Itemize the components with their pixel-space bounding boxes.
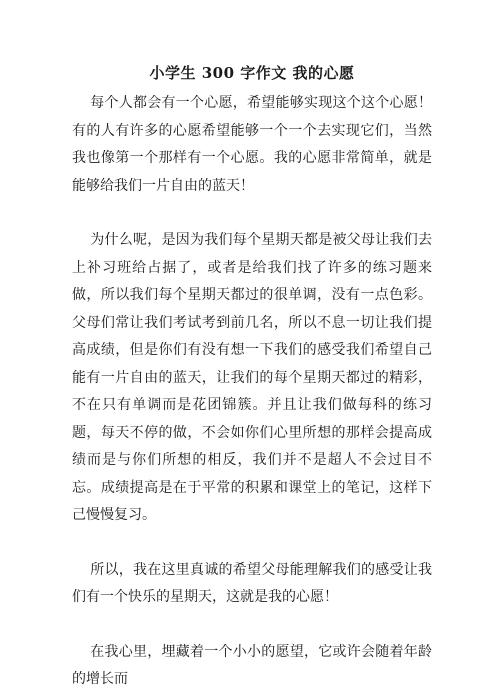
paragraph-2: 为什么呢，是因为我们每个星期天都是被父母让我们去上补习班给占据了，或者是给我们找了许多的练习题来做，所以我们每个星期天都过的很单调，没有一点色彩。父母们常让我们考试考到前几名，所以不息一切让我们提高成绩，但是你们有没有想一下我们的感受我们希望自己能有一片自由的蓝天，让我们的每个星期天都过的精彩，不在只有单调而是花团锦簇。并且让我们做每科的练习题，每天不停的做，不会如你们心里所想的那样会提高成绩而是与你们所想的相反，我们并不是超人不会过目不忘。成绩提高是在于平常的积累和课堂上的笔记，这样下己慢慢复习。 [72,232,432,523]
paragraph-gap [72,530,432,557]
paragraph-gap [72,612,432,639]
document-title: 小学生 300 字作文 我的心愿 [149,64,355,82]
paragraph-3: 所以，我在这里真诚的希望父母能理解我们的感受让我们有一个快乐的星期天，这就是我的心愿！ [72,561,432,605]
paragraph-gap [72,200,432,227]
paragraph-4: 在我心里，埋藏着一个小小的愿望，它或许会随着年龄的增长而 [72,643,432,687]
paragraph-1: 每个人都会有一个心愿，希望能够实现这个这个心愿！有的人有许多的心愿希望能够一个一个去实现它们，当然我也像第一个那样有一个心愿。我的心愿非常简单，就是能够给我们一片自由的蓝天！ [72,95,432,194]
